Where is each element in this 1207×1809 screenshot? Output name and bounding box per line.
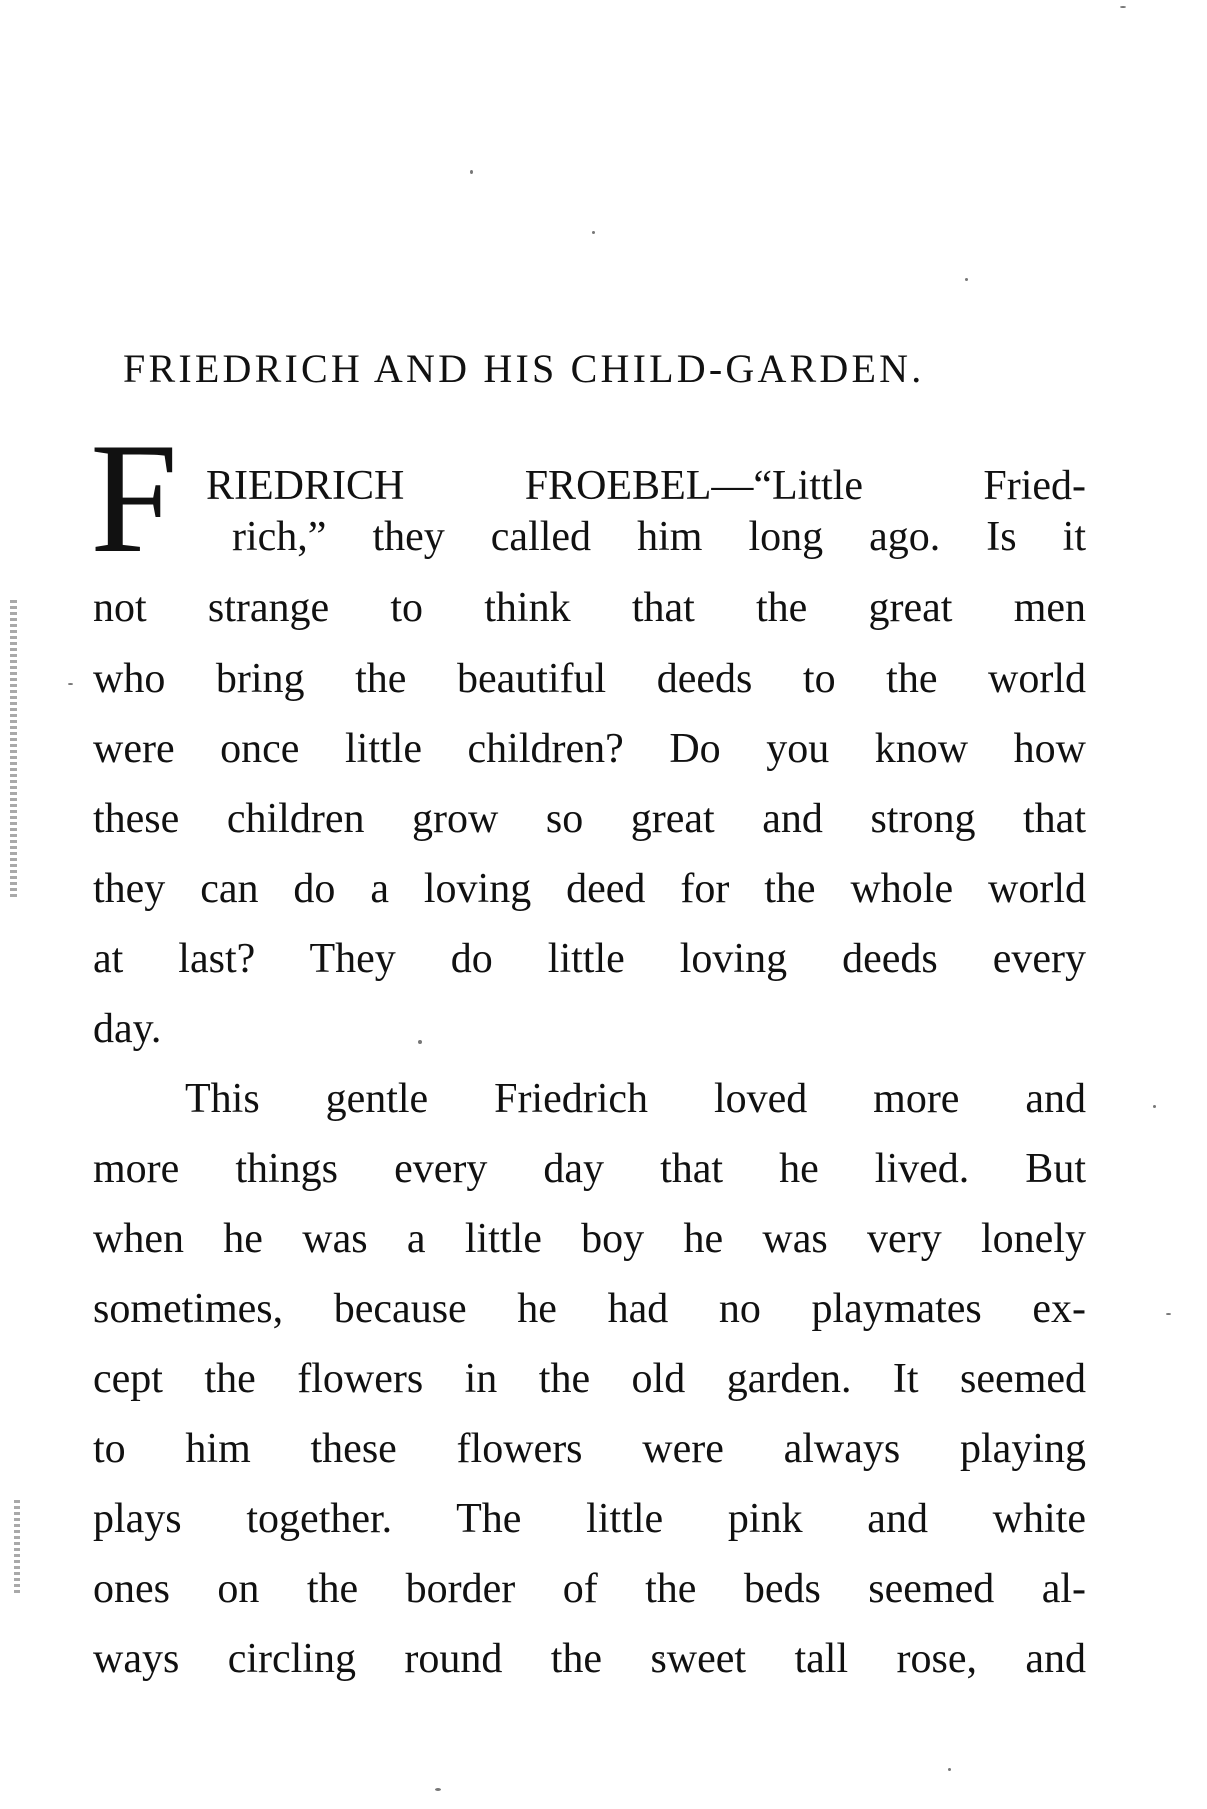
text-line: they can do a loving deed for the whole world [93,866,1086,912]
scan-speck [68,683,73,685]
text-line: when he was a little boy he was very lonely [93,1216,1086,1262]
text-line: who bring the beautiful deeds to the world [93,656,1086,702]
text-line: not strange to think that the great men [93,585,1086,631]
scan-speck [1120,6,1126,8]
text-line: more things every day that he lived. But [93,1146,1086,1192]
drop-cap: F [90,411,178,586]
scan-speck [965,278,968,281]
scan-speck [435,1788,441,1791]
scan-speck [1153,1105,1156,1108]
scan-speck [1166,1313,1171,1315]
text-line: at last? They do little loving deeds every [93,936,1086,982]
text-line: This gentle Friedrich loved more and [185,1076,1086,1122]
text-line: rich,” they called him long ago. Is it [232,514,1086,560]
scan-speck [470,170,473,174]
text-line: ones on the border of the beds seemed al- [93,1566,1086,1612]
text-line: ways circling round the sweet tall rose, and [93,1636,1086,1682]
scan-speck [418,1040,422,1044]
text-line: to him these flowers were always playing [93,1426,1086,1472]
scan-edge-mark [10,600,17,900]
scan-edge-mark [14,1500,20,1595]
scan-speck [948,1768,951,1771]
chapter-heading: FRIEDRICH AND HIS CHILD-GARDEN. [123,346,925,391]
text-line: plays together. The little pink and white [93,1496,1086,1542]
text-line: day. [93,1006,162,1052]
text-line: cept the flowers in the old garden. It seemed [93,1356,1086,1402]
text-line: RIEDRICH FROEBEL—“Little Fried- [206,463,1086,509]
scan-speck [592,231,595,234]
text-line: were once little children? Do you know how [93,726,1086,772]
text-line: these children grow so great and strong that [93,796,1086,842]
text-line: sometimes, because he had no playmates ex- [93,1286,1086,1332]
